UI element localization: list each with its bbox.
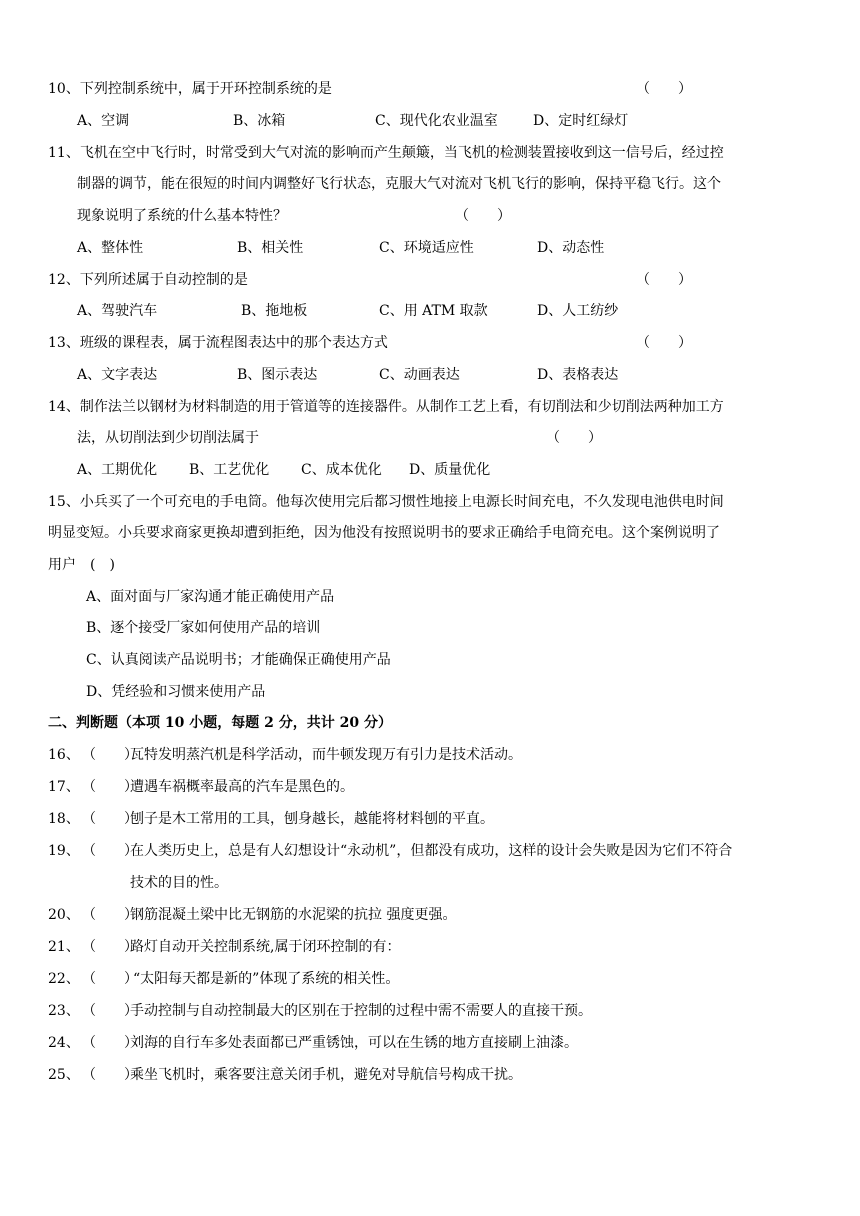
- question-11-stem-line-3: 现象说明了系统的什么基本特性？: [77, 208, 287, 224]
- judge-18-number: 18、: [48, 811, 80, 827]
- judge-18-paren: （ ）: [82, 811, 138, 827]
- judge-24-paren: （ ）: [82, 1035, 138, 1051]
- judge-24-number: 24、: [48, 1035, 80, 1051]
- question-14-option-b: B、工艺优化: [189, 462, 270, 478]
- judge-19-paren: （ ）: [82, 843, 138, 859]
- judge-25-paren: （ ）: [82, 1067, 138, 1083]
- judge-23-paren: （ ）: [82, 1003, 138, 1019]
- question-14-option-a: A、工期优化: [77, 462, 158, 478]
- question-14-stem-line-1: 14、制作法兰以钢材为材料制造的用于管道等的连接器件。从制作工艺上看，有切削法和少切削法两种加工方: [48, 399, 724, 415]
- question-12-option-c: C、用 ATM 取款: [379, 303, 488, 319]
- judge-22-paren: （ ）: [82, 971, 138, 987]
- judge-16-paren: （ ）: [82, 747, 138, 763]
- question-12-stem: 12、下列所述属于自动控制的是: [48, 272, 248, 288]
- question-15-option-b: B、逐个接受厂家如何使用产品的培训: [86, 620, 321, 636]
- question-11-stem-line-2: 制器的调节，能在很短的时间内调整好飞行状态，克服大气对流对飞机飞行的影响，保持平稳飞行。这个: [77, 176, 721, 192]
- question-11-option-d: D、动态性: [537, 240, 605, 256]
- judge-20-paren: （ ）: [82, 907, 138, 923]
- question-11-option-c: C、环境适应性: [379, 240, 474, 256]
- judge-19-number: 19、: [48, 843, 80, 859]
- question-11-answer-paren: （ ）: [455, 208, 511, 224]
- judge-18-text: 刨子是木工常用的工具，刨身越长，越能将材料刨的平直。: [130, 811, 494, 827]
- question-10-option-c: C、现代化农业温室: [375, 113, 498, 129]
- question-11-option-b: B、相关性: [237, 240, 304, 256]
- question-10-option-b: B、冰箱: [233, 113, 286, 129]
- question-12-option-b: B、拖地板: [241, 303, 308, 319]
- question-15-option-c: C、认真阅读产品说明书；才能确保正确使用产品: [86, 652, 391, 668]
- question-11-option-a: A、整体性: [77, 240, 144, 256]
- judge-17-text: 遭遇车祸概率最高的汽车是黑色的。: [130, 779, 354, 795]
- judge-23-number: 23、: [48, 1003, 80, 1019]
- section-2-heading: 二、判断题（本项 10 小题，每题 2 分，共计 20 分）: [48, 715, 392, 731]
- judge-20-number: 20、: [48, 907, 80, 923]
- question-14-option-c: C、成本优化: [301, 462, 382, 478]
- question-12-answer-paren: （ ）: [636, 272, 692, 288]
- question-15-option-d: D、凭经验和习惯来使用产品: [86, 684, 266, 700]
- judge-21-paren: （ ）: [82, 939, 138, 955]
- judge-19-text-line-2: 技术的目的性。: [130, 875, 228, 891]
- question-15-stem-line-3: 用户 ( ): [48, 557, 115, 573]
- question-10-stem: 10、下列控制系统中，属于开环控制系统的是: [48, 81, 332, 97]
- judge-25-text: 乘坐飞机时，乘客要注意关闭手机，避免对导航信号构成干扰。: [130, 1067, 522, 1083]
- question-14-option-d: D、质量优化: [409, 462, 491, 478]
- judge-16-number: 16、: [48, 747, 80, 763]
- question-10-option-d: D、定时红绿灯: [533, 113, 629, 129]
- judge-19-text: 在人类历史上，总是有人幻想设计“永动机”，但都没有成功，这样的设计会失败是因为它们不符合: [130, 843, 733, 859]
- question-11-stem-line-1: 11、飞机在空中飞行时，时常受到大气对流的影响而产生颠簸，当飞机的检测装置接收到这一信号后，经过控: [48, 145, 724, 161]
- question-14-stem-line-2: 法，从切削法到少切削法属于: [77, 430, 259, 446]
- judge-24-text: 刘海的自行车多处表面都已严重锈蚀，可以在生锈的地方直接刷上油漆。: [130, 1035, 578, 1051]
- question-10-option-a: A、空调: [77, 113, 130, 129]
- question-12-option-a: A、驾驶汽车: [77, 303, 158, 319]
- question-13-option-c: C、动画表达: [379, 367, 460, 383]
- question-12-option-d: D、人工纺纱: [537, 303, 619, 319]
- judge-17-paren: （ ）: [82, 779, 138, 795]
- question-10-answer-paren: （ ）: [636, 81, 692, 97]
- judge-21-number: 21、: [48, 939, 80, 955]
- question-13-option-d: D、表格表达: [537, 367, 619, 383]
- judge-20-text: 钢筋混凝土梁中比无钢筋的水泥梁的抗拉 强度更强。: [130, 907, 457, 923]
- question-13-option-b: B、图示表达: [237, 367, 318, 383]
- question-13-option-a: A、文字表达: [77, 367, 158, 383]
- judge-17-number: 17、: [48, 779, 80, 795]
- judge-23-text: 手动控制与自动控制最大的区别在于控制的过程中需不需要人的直接干预。: [130, 1003, 592, 1019]
- question-15-stem-line-1: 15、小兵买了一个可充电的手电筒。他每次使用完后都习惯性地接上电源长时间充电，不久发现电池供电时间: [48, 494, 724, 510]
- judge-25-number: 25、: [48, 1067, 80, 1083]
- question-13-stem: 13、班级的课程表，属于流程图表达中的那个表达方式: [48, 335, 388, 351]
- judge-22-text: “太阳每天都是新的”体现了系统的相关性。: [133, 971, 400, 987]
- judge-21-text: 路灯自动开关控制系统,属于闭环控制的有：: [130, 939, 401, 955]
- question-13-answer-paren: （ ）: [636, 335, 692, 351]
- judge-22-number: 22、: [48, 971, 80, 987]
- question-14-answer-paren: （ ）: [546, 430, 602, 446]
- judge-16-text: 瓦特发明蒸汽机是科学活动，而牛顿发现万有引力是技术活动。: [130, 747, 522, 763]
- question-15-stem-line-2: 明显变短。小兵要求商家更换却遭到拒绝，因为他没有按照说明书的要求正确给手电筒充电。这个案例说明了: [48, 525, 720, 541]
- question-15-option-a: A、面对面与厂家沟通才能正确使用产品: [86, 589, 335, 605]
